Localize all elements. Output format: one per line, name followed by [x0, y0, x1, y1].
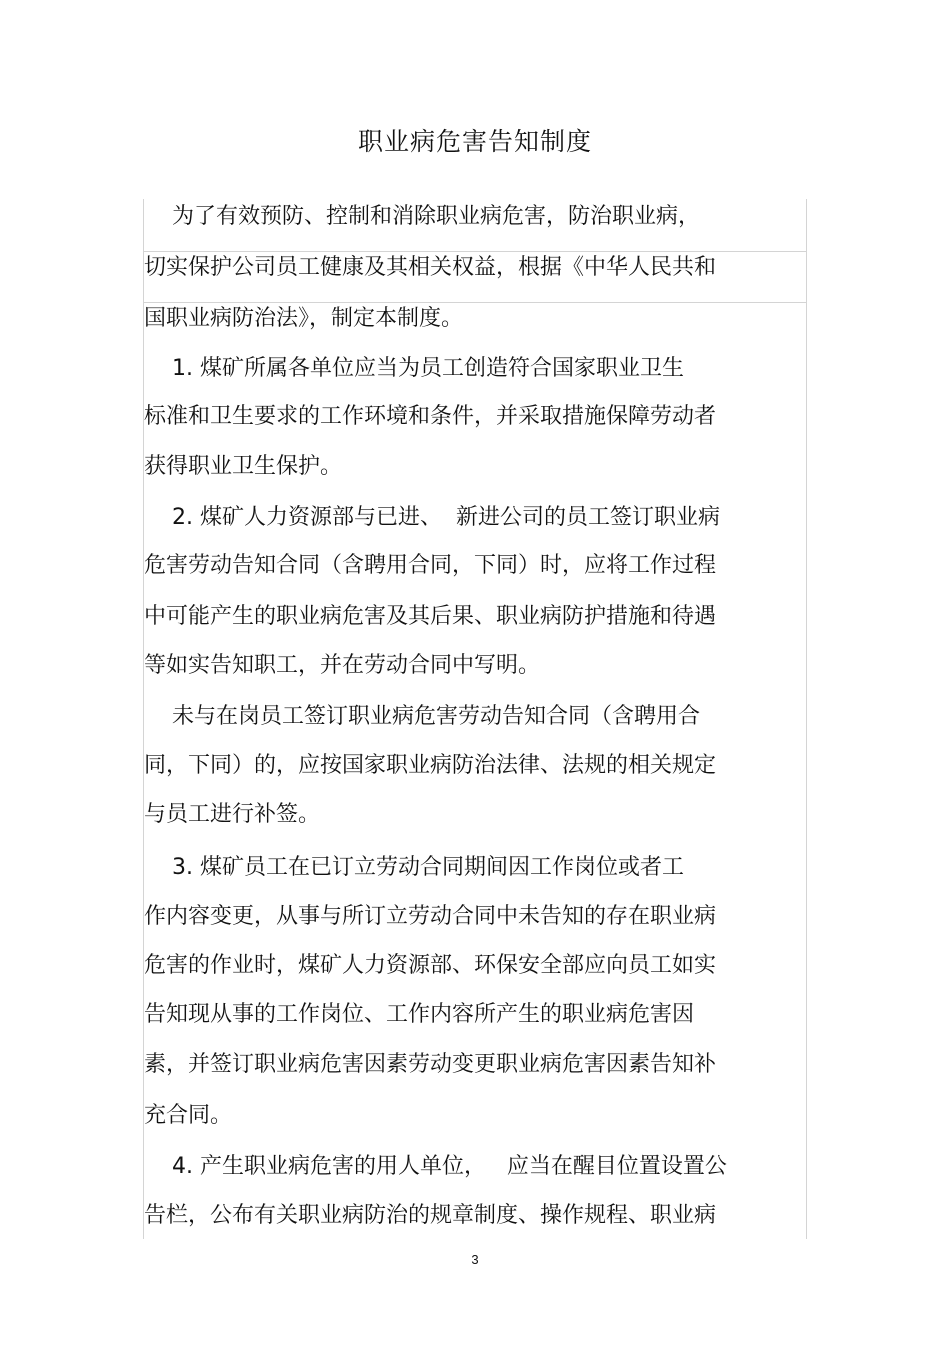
frame-rule-1	[143, 251, 807, 252]
frame-rule-2	[143, 302, 807, 303]
text-line: 2. 煤矿人力资源部与已进、 新进公司的员工签订职业病	[144, 505, 720, 530]
text-line: 作内容变更，从事与所订立劳动合同中未告知的存在职业病	[144, 904, 717, 929]
text-line: 与员工进行补签。	[144, 802, 321, 827]
text-line: 获得职业卫生保护。	[144, 454, 343, 479]
text-line: 告知现从事的工作岗位、工作内容所产生的职业病危害因	[144, 1002, 695, 1027]
text-line: 4. 产生职业病危害的用人单位， 应当在醒目位置设置公	[144, 1154, 727, 1179]
text-line: 危害劳动告知合同（含聘用合同，下同）时，应将工作过程	[144, 553, 717, 578]
text-line: 充合同。	[144, 1103, 233, 1128]
text-line: 等如实告知职工，并在劳动合同中写明。	[144, 653, 541, 678]
text-line: 国职业病防治法》，制定本制度。	[144, 306, 464, 331]
frame-right	[806, 199, 807, 1239]
text-line: 1. 煤矿所属各单位应当为员工创造符合国家职业卫生	[144, 356, 684, 381]
text-line: 危害的作业时，煤矿人力资源部、环保安全部应向员工如实	[144, 953, 717, 978]
text-line: 告栏，公布有关职业病防治的规章制度、操作规程、职业病	[144, 1203, 717, 1228]
text-line: 标准和卫生要求的工作环境和条件，并采取措施保障劳动者	[144, 404, 717, 429]
text-line: 素，并签订职业病危害因素劳动变更职业病危害因素告知补	[144, 1052, 717, 1077]
text-line: 未与在岗员工签订职业病危害劳动告知合同（含聘用合	[144, 704, 700, 729]
text-line: 同，下同）的，应按国家职业病防治法律、法规的相关规定	[144, 753, 717, 778]
text-line: 中可能产生的职业病危害及其后果、职业病防护措施和待遇	[144, 604, 717, 629]
page-number: 3	[471, 1252, 479, 1267]
text-line: 3. 煤矿员工在已订立劳动合同期间因工作岗位或者工	[144, 855, 684, 880]
text-line: 为了有效预防、控制和消除职业病危害，防治职业病，	[144, 204, 700, 229]
page-title: 职业病危害告知制度	[357, 127, 592, 156]
text-line: 切实保护公司员工健康及其相关权益，根据《中华人民共和	[144, 255, 717, 280]
